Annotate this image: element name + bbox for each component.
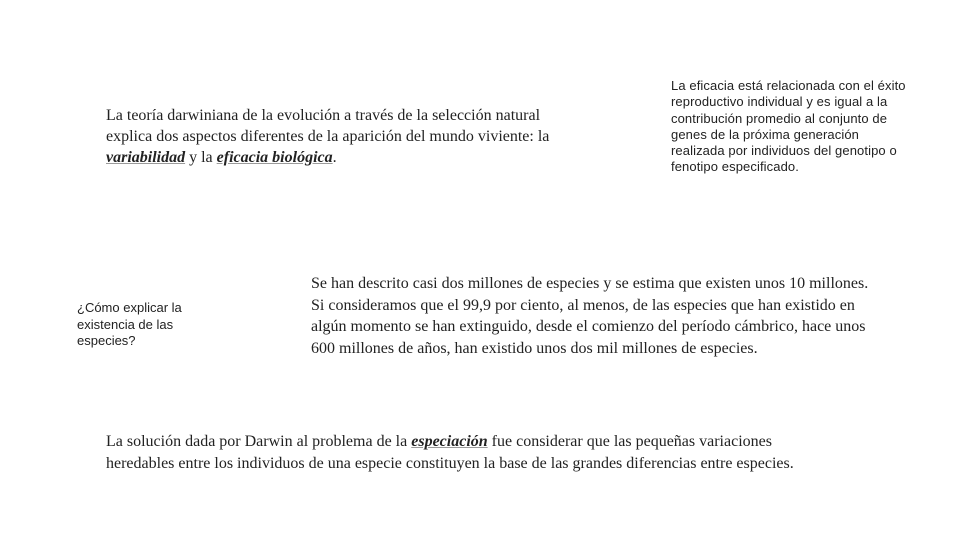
term-variabilidad: variabilidad bbox=[106, 149, 186, 166]
darwin-solution-paragraph bbox=[106, 431, 806, 474]
species-count-paragraph: Se han descrito casi dos millones de especies y se estima que existen unos 10 millones. Si consideramos que el 99,9 por ciento, al menos, de las especies que han existido en algún momento se han extinguido, desde el comienzo del período cámbrico, hace unos 600 millones de años, han existido unos dos mil millones de especies. bbox=[311, 275, 869, 357]
darwin-theory-paragraph bbox=[106, 105, 556, 168]
solution-text-before: La solución dada por Darwin al problema de la bbox=[106, 433, 412, 450]
species-question-paragraph: ¿Cómo explicar la existencia de las especies? bbox=[77, 300, 182, 348]
term-especiacion: especiación bbox=[411, 433, 488, 450]
darwin-text-middle: y la bbox=[185, 149, 217, 166]
solution-text-after: fue considerar que las pequeñas variaciones heredables entre los individuos de una especie constituyen la base de las grandes diferencias entre especies. bbox=[106, 433, 794, 472]
darwin-text-before: La teoría darwiniana de la evolución a través de la selección natural explica dos aspectos diferentes de la aparición del mundo viviente: la bbox=[106, 107, 550, 145]
term-eficacia-biologica: eficacia biológica bbox=[216, 149, 333, 166]
eficacia-definition-paragraph: La eficacia está relacionada con el éxito reproductivo individual y es igual a la contribución promedio al conjunto de genes de la próxima generación realizada por individuos del genotipo o fenotipo especificado. bbox=[671, 78, 906, 175]
darwin-text-after: . bbox=[332, 149, 337, 166]
